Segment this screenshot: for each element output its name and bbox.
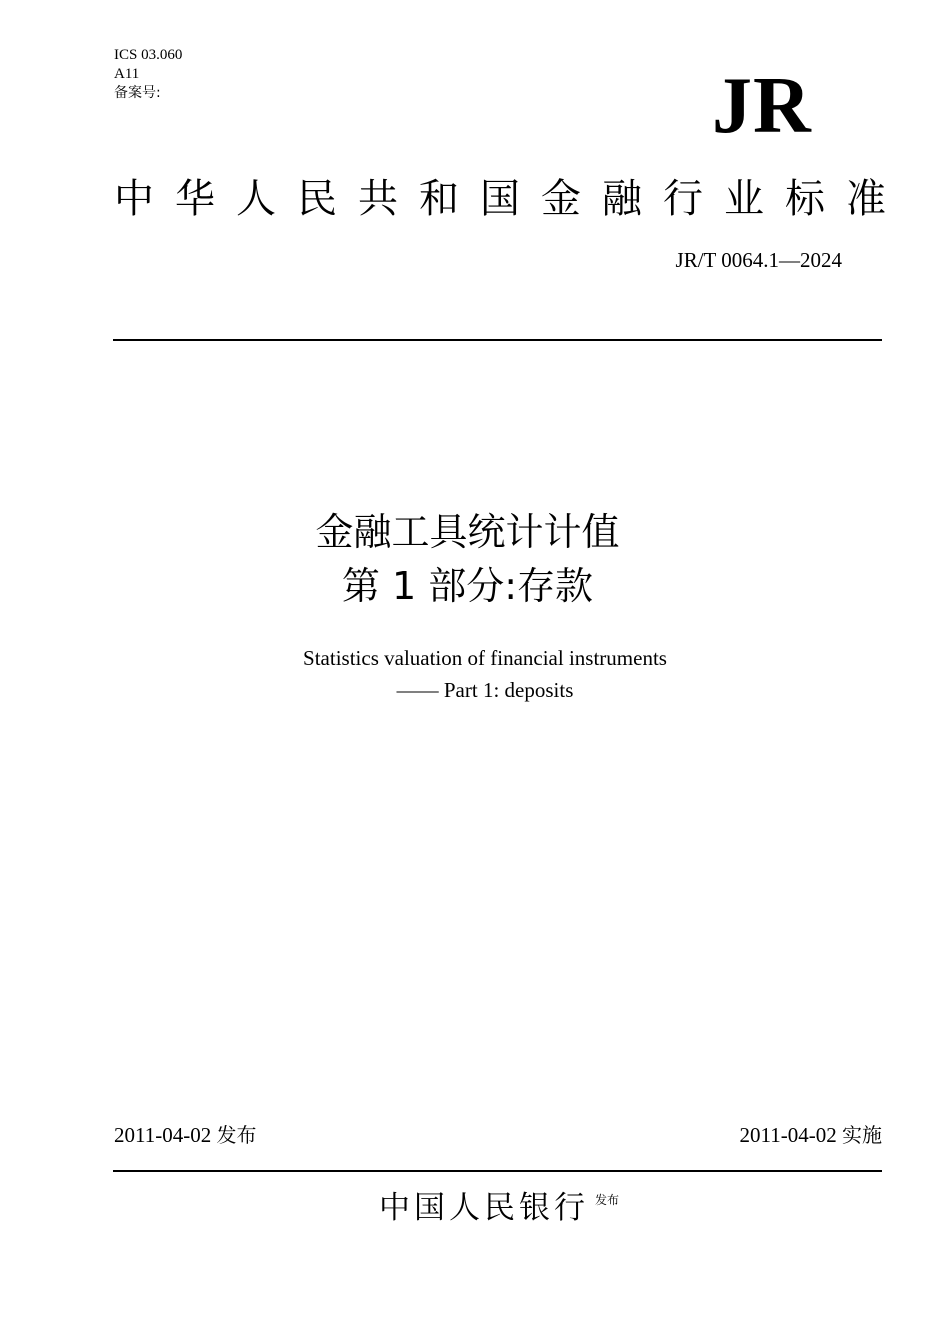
classification-block [114, 46, 182, 103]
bottom-divider [113, 1170, 882, 1172]
jr-logo: JR [712, 62, 812, 150]
classification-code: A11 [114, 66, 140, 82]
issuer-name: 中国人民银行 [378, 1190, 589, 1226]
implementation-date [740, 1120, 882, 1150]
issuer-suffix: 发布 [594, 1193, 619, 1207]
document-title-line-1: 金融工具统计计值 [315, 510, 620, 554]
filing-number-label: 备案号: [114, 85, 161, 101]
implementation-date-label: 实施 [842, 1123, 882, 1147]
implementation-date-value: 2011-04-02 [739, 1123, 837, 1147]
standard-category-title: 中华人民共和国金融行业标准 [114, 176, 907, 222]
standard-number: JR/T 0064.1—2024 [675, 248, 842, 272]
issue-date-value: 2011-04-02 [114, 1123, 212, 1147]
issue-date [114, 1120, 256, 1150]
issue-date-label: 发布 [216, 1123, 257, 1147]
issuer [0, 1186, 950, 1230]
ics-code: ICS 03.060 [114, 47, 183, 63]
english-title-line-2: —— Part 1: deposits [396, 678, 574, 702]
document-title-line-2: 第 1 部分:存款 [341, 564, 594, 608]
english-title-line-1: Statistics valuation of financial instruments [303, 646, 667, 670]
top-divider [113, 339, 882, 341]
